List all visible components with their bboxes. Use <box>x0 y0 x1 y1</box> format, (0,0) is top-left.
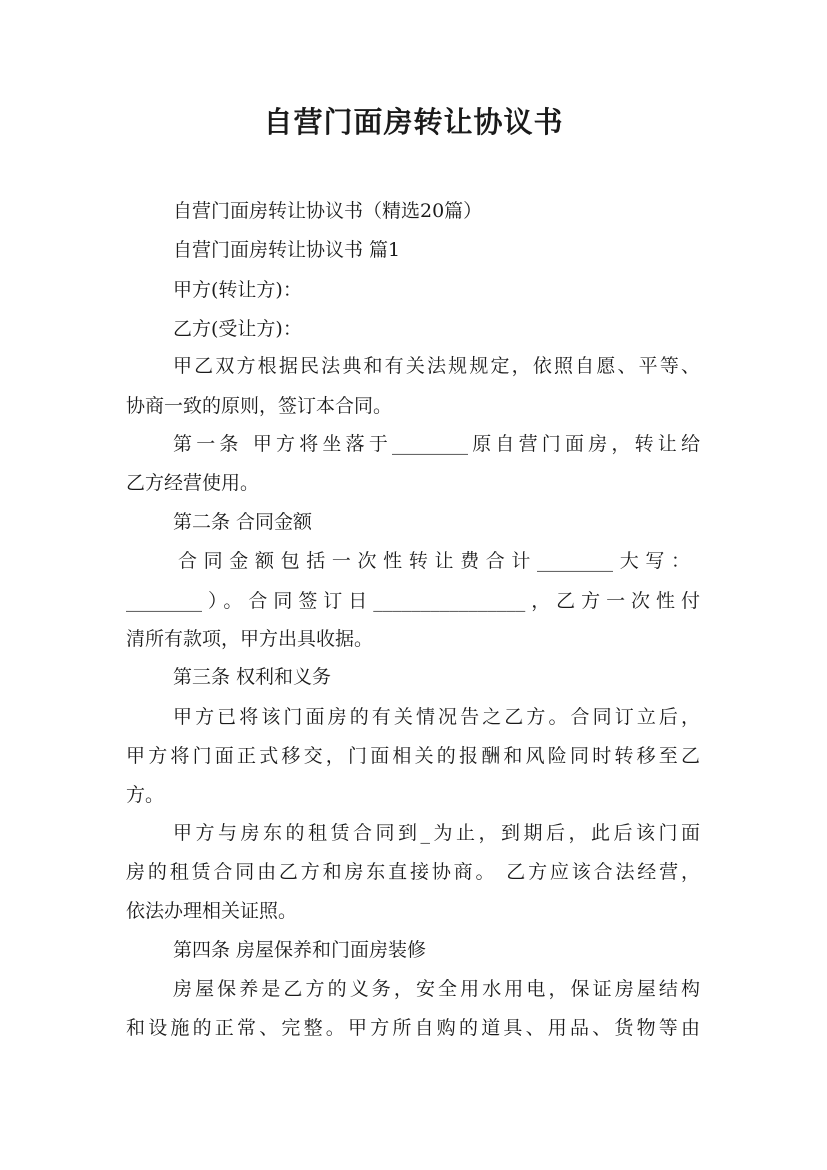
text-line: 和设施的正常、完整。甲方所自购的道具、用品、货物等由 <box>126 1017 700 1039</box>
text-line: ________）。合同签订日________________，乙方一次性付 <box>126 590 700 612</box>
text-line: 乙方(受让方)： <box>173 318 302 340</box>
text-line: 甲乙双方根据民法典和有关法规规定，依照自愿、平等、 <box>173 355 700 377</box>
text-line: 合同金额包括一次性转让费合计________大写： <box>178 550 690 572</box>
text-line: 甲方与房东的租赁合同到_为止，到期后，此后该门面 <box>173 822 700 844</box>
document-title: 自营门面房转让协议书 <box>263 105 564 139</box>
text-line: 依法办理相关证照。 <box>126 900 298 922</box>
text-line: 甲方已将该门面房的有关情况告之乙方。合同订立后， <box>173 706 700 728</box>
text-line: 乙方经营使用。 <box>126 472 260 494</box>
text-line: 协商一致的原则，签订本合同。 <box>126 395 393 417</box>
text-line: 自营门面房转让协议书（精选20篇） <box>173 200 483 222</box>
text-line: 第四条 房屋保养和门面房装修 <box>173 939 427 961</box>
text-line: 第二条 合同金额 <box>173 511 313 533</box>
text-line: 第一条 甲方将坐落于________原自营门面房，转让给 <box>173 433 700 455</box>
text-line: 房屋保养是乙方的义务，安全用水用电，保证房屋结构 <box>173 978 700 1000</box>
text-line: 甲方(转让方)： <box>173 279 302 301</box>
text-line: 自营门面房转让协议书 篇1 <box>173 239 401 261</box>
text-line: 甲方将门面正式移交，门面相关的报酬和风险同时转移至乙 <box>126 745 700 767</box>
text-line: 第三条 权利和义务 <box>173 666 332 688</box>
text-line: 方。 <box>126 784 165 806</box>
text-line: 清所有款项，甲方出具收据。 <box>126 628 374 650</box>
text-line: 房的租赁合同由乙方和房东直接协商。 乙方应该合法经营， <box>126 861 700 883</box>
